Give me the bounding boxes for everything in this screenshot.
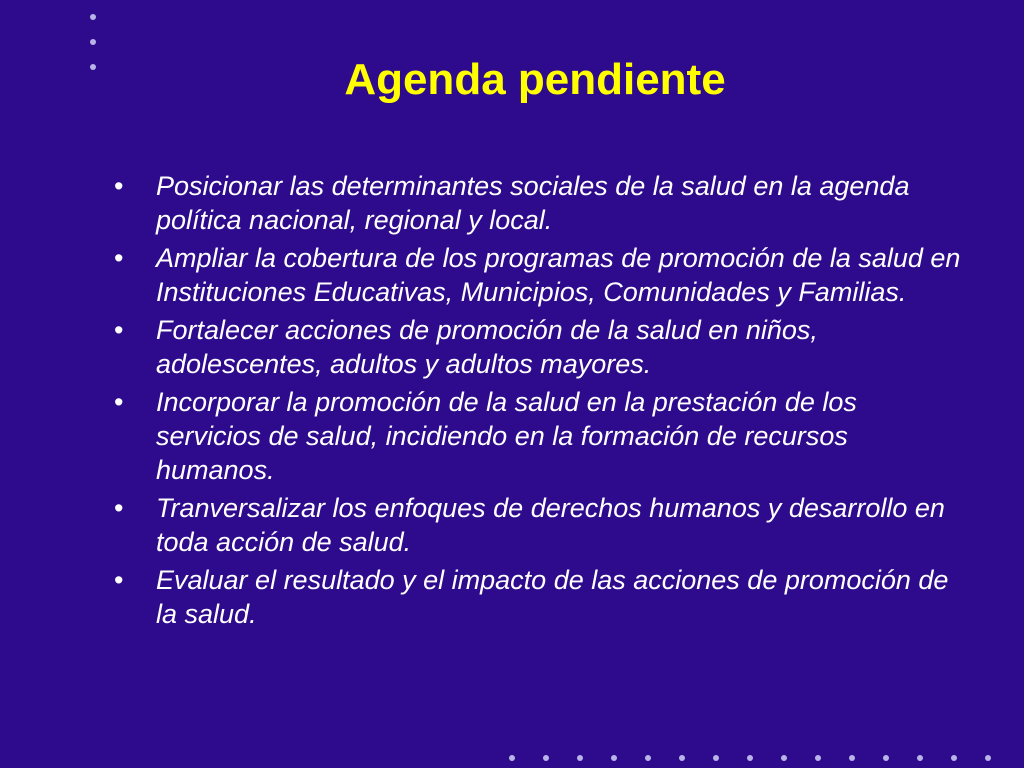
bullet-text: Incorporar la promoción de la salud en la prestación de los servicios de salud, incidiendo en la formación de recursos humanos. <box>156 387 857 485</box>
decorative-dot <box>90 39 96 45</box>
slide-title: Agenda pendiente <box>344 55 726 104</box>
decorative-dot <box>747 755 753 761</box>
bullet-icon: • <box>114 315 124 345</box>
decorative-dot <box>543 755 549 761</box>
bullet-icon: • <box>114 493 124 523</box>
decorative-dot <box>883 755 889 761</box>
bullet-item <box>108 491 968 559</box>
decorative-dot <box>611 755 617 761</box>
bullet-icon: • <box>114 565 124 595</box>
decorative-dot <box>849 755 855 761</box>
decorative-dot <box>509 755 515 761</box>
decorative-dot <box>577 755 583 761</box>
bullet-list <box>108 169 968 635</box>
decorative-dot <box>951 755 957 761</box>
bullet-item <box>108 313 968 381</box>
bullet-text: Evaluar el resultado y el impacto de las acciones de promoción de la salud. <box>156 565 949 629</box>
decorative-dot <box>90 14 96 20</box>
decorative-dot <box>985 755 991 761</box>
bullet-item <box>108 563 968 631</box>
bullet-icon: • <box>114 387 124 417</box>
bullet-text: Ampliar la cobertura de los programas de promoción de la salud en Instituciones Educativas, Municipios, Comunidades y Familias. <box>156 243 961 307</box>
decorative-dot <box>713 755 719 761</box>
bullet-icon: • <box>114 171 124 201</box>
decorative-dot <box>679 755 685 761</box>
bullet-item <box>108 169 968 237</box>
bullet-text: Fortalecer acciones de promoción de la salud en niños, adolescentes, adultos y adultos mayores. <box>156 315 818 379</box>
bullet-icon: • <box>114 243 124 273</box>
bullet-item <box>108 241 968 309</box>
bullet-item <box>108 385 968 487</box>
decorative-dot <box>645 755 651 761</box>
decorative-dot <box>781 755 787 761</box>
bullet-text: Tranversalizar los enfoques de derechos humanos y desarrollo en toda acción de salud. <box>156 493 945 557</box>
bullet-text: Posicionar las determinantes sociales de la salud en la agenda política nacional, regional y local. <box>156 171 910 235</box>
decorative-dot <box>815 755 821 761</box>
decorative-dot <box>917 755 923 761</box>
